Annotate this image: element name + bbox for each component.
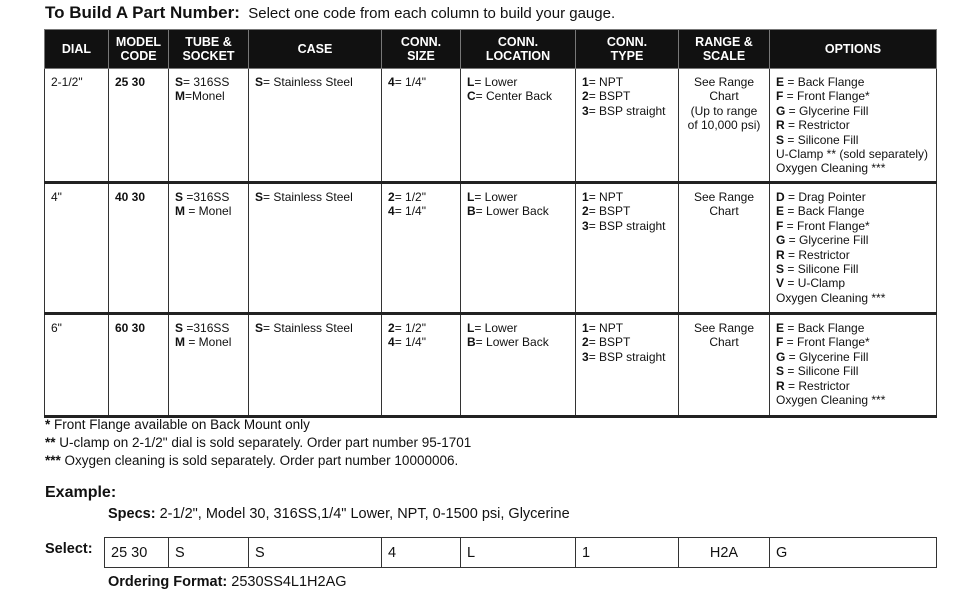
code-desc: = Lower Back — [475, 204, 549, 219]
table-row — [45, 183, 937, 314]
conn-location-cell — [461, 183, 576, 314]
code-desc: = NPT — [588, 321, 624, 335]
table-row — [45, 314, 937, 417]
code-desc: = Stainless Steel — [263, 321, 353, 335]
range-line: See Range — [693, 75, 755, 89]
code-line — [582, 321, 672, 335]
code-line — [255, 321, 375, 335]
option-key: R — [776, 378, 785, 393]
option-desc: = Front Flange* — [783, 218, 870, 233]
code-desc: = 1/4" — [394, 75, 426, 89]
code-key: 2 — [582, 89, 589, 104]
option-key: E — [776, 75, 785, 89]
option-desc: Oxygen Cleaning *** — [776, 161, 886, 176]
select-cell: 25 30 — [105, 538, 169, 568]
code-key: B — [467, 204, 476, 219]
code-line — [175, 89, 242, 103]
option-line — [776, 190, 930, 204]
column-header — [576, 30, 679, 69]
conn-size-cell — [382, 69, 461, 183]
conn-size-cell — [382, 183, 461, 314]
range-line: of 10,000 psi) — [687, 118, 761, 133]
code-line — [388, 321, 454, 335]
option-key: R — [776, 118, 785, 133]
option-line — [776, 393, 930, 407]
tube-socket-cell — [169, 69, 249, 183]
column-header-line: CODE — [120, 49, 157, 63]
option-desc: = Glycerine Fill — [785, 349, 869, 364]
code-key: 1 — [582, 321, 589, 335]
column-header — [249, 30, 382, 69]
code-line — [175, 335, 242, 349]
column-header-line: MODEL — [115, 35, 162, 49]
column-header — [109, 30, 169, 69]
code-key: M — [175, 204, 185, 219]
option-key: G — [776, 349, 786, 364]
code-desc: = Lower — [474, 321, 518, 335]
column-header-line: CONN. — [606, 35, 648, 49]
column-header — [169, 30, 249, 69]
option-line — [776, 364, 930, 378]
code-key: 2 — [582, 204, 589, 219]
option-key: V — [776, 276, 785, 291]
code-desc: = BSP straight — [588, 349, 666, 364]
range-line: Chart — [709, 89, 739, 104]
option-line — [776, 104, 930, 118]
range-line: Chart — [709, 335, 739, 350]
options-cell — [770, 183, 937, 314]
code-key: L — [467, 321, 475, 335]
option-key: G — [776, 233, 786, 248]
code-key: S — [175, 190, 184, 204]
code-key: M — [175, 335, 185, 350]
option-desc: = Back Flange — [784, 204, 865, 219]
model-code-cell: 25 30 — [109, 69, 169, 183]
option-key: F — [776, 335, 784, 350]
code-key: 4 — [388, 204, 395, 219]
select-cell: L — [461, 538, 576, 568]
range-scale-cell — [679, 314, 770, 417]
code-key: 3 — [582, 103, 589, 118]
column-header-line: CONN. — [497, 35, 539, 49]
conn-type-cell — [576, 183, 679, 314]
format-label: Ordering Format: — [108, 574, 228, 590]
option-key: F — [776, 89, 784, 104]
footnote-mark: * — [45, 417, 51, 432]
option-line — [776, 147, 930, 161]
code-key: 2 — [388, 321, 395, 335]
option-line — [776, 161, 930, 175]
conn-size-cell — [382, 314, 461, 417]
code-line — [467, 321, 569, 335]
footnote — [45, 434, 471, 452]
code-line — [467, 204, 569, 218]
column-header-line: OPTIONS — [824, 42, 882, 56]
code-key: S — [255, 75, 264, 89]
code-desc: = 1/4" — [394, 204, 426, 219]
option-line — [776, 204, 930, 218]
code-line — [175, 204, 242, 218]
code-line — [582, 190, 672, 204]
code-key: 1 — [582, 190, 589, 204]
column-header-line: SCALE — [702, 49, 746, 63]
range-line: Chart — [709, 204, 739, 219]
code-desc: = BSPT — [588, 204, 631, 219]
footnote-mark: ** — [45, 435, 56, 450]
code-key: 3 — [582, 349, 589, 364]
select-label: Select: — [45, 541, 93, 557]
footnote — [45, 416, 471, 434]
code-key: 3 — [582, 218, 589, 233]
tube-socket-cell — [169, 183, 249, 314]
column-header — [770, 30, 937, 69]
conn-type-cell — [576, 314, 679, 417]
footnote — [45, 452, 471, 470]
option-desc: = Back Flange — [784, 321, 865, 335]
example-specs — [108, 506, 570, 522]
options-cell — [770, 69, 937, 183]
table-row — [45, 69, 937, 183]
range-line: (Up to range — [690, 103, 758, 118]
option-line — [776, 276, 930, 290]
table-header-row — [45, 30, 937, 69]
column-header-line: RANGE & — [695, 35, 753, 49]
code-key: 4 — [388, 335, 395, 350]
code-line — [582, 89, 672, 103]
heading-instruction: Select one code from each column to build your gauge. — [248, 5, 616, 22]
code-line — [467, 335, 569, 349]
option-desc: = Silicone Fill — [784, 364, 859, 379]
code-line — [582, 104, 672, 118]
option-desc: = Silicone Fill — [784, 132, 859, 147]
column-header-line: CASE — [297, 42, 333, 56]
option-key: S — [776, 364, 785, 379]
option-desc: U-Clamp ** (sold separately) — [776, 147, 929, 162]
code-desc: = 316SS — [183, 75, 230, 89]
code-line — [388, 190, 454, 204]
code-line — [255, 75, 375, 89]
option-key: E — [776, 321, 785, 335]
case-cell — [249, 183, 382, 314]
footnotes — [45, 416, 471, 470]
option-desc: = Glycerine Fill — [785, 103, 869, 118]
select-cell: G — [770, 538, 937, 568]
format-value: 2530SS4L1H2AG — [227, 574, 347, 590]
footnote-text: Front Flange available on Back Mount only — [50, 417, 310, 432]
option-desc: Oxygen Cleaning *** — [776, 393, 886, 408]
code-key: 2 — [582, 335, 589, 350]
case-cell — [249, 69, 382, 183]
range-line: See Range — [693, 321, 755, 335]
code-desc: = Monel — [185, 335, 232, 350]
specs-label: Specs: — [108, 506, 156, 522]
tube-socket-cell — [169, 314, 249, 417]
column-header-line: SOCKET — [182, 49, 235, 63]
option-line — [776, 133, 930, 147]
option-desc: Oxygen Cleaning *** — [776, 290, 886, 305]
select-cell: 4 — [382, 538, 461, 568]
option-desc: = Silicone Fill — [784, 262, 859, 277]
option-desc: = Front Flange* — [783, 89, 870, 104]
code-key: L — [467, 75, 475, 89]
code-line — [175, 321, 242, 335]
option-desc: = Front Flange* — [783, 335, 870, 350]
code-desc: = Lower — [474, 75, 518, 89]
code-key: 2 — [388, 190, 395, 204]
column-header-line: CONN. — [400, 35, 442, 49]
footnote-mark: *** — [45, 453, 61, 468]
code-line — [388, 75, 454, 89]
option-line — [776, 233, 930, 247]
code-key: M — [175, 89, 185, 104]
code-desc: = Lower Back — [475, 335, 549, 350]
range-scale-cell — [679, 183, 770, 314]
code-desc: = BSPT — [588, 89, 631, 104]
option-desc: = Drag Pointer — [784, 190, 866, 204]
option-line — [776, 291, 930, 305]
select-cell: S — [249, 538, 382, 568]
conn-type-cell — [576, 69, 679, 183]
code-line — [388, 335, 454, 349]
code-key: C — [467, 89, 476, 104]
option-line — [776, 219, 930, 233]
code-desc: = Stainless Steel — [263, 190, 353, 204]
select-row — [105, 538, 937, 568]
code-desc: = Stainless Steel — [263, 75, 353, 89]
option-desc: = Restrictor — [784, 118, 850, 133]
code-line — [175, 75, 242, 89]
option-line — [776, 118, 930, 132]
code-line — [255, 190, 375, 204]
code-desc: = Monel — [185, 204, 232, 219]
code-desc: = BSP straight — [588, 103, 666, 118]
code-line — [467, 75, 569, 89]
code-key: S — [255, 190, 264, 204]
code-desc: = 1/4" — [394, 335, 426, 350]
option-desc: = U-Clamp — [784, 276, 846, 291]
specs-value: 2-1/2", Model 30, 316SS,1/4" Lower, NPT, 0-1500 psi, Glycerine — [155, 506, 570, 522]
code-key: 1 — [582, 75, 589, 89]
column-header-line: SIZE — [407, 49, 435, 63]
dial-cell: 2-1/2" — [45, 69, 109, 183]
footnote-text: Oxygen cleaning is sold separately. Order part number 10000006. — [60, 453, 459, 468]
option-line — [776, 75, 930, 89]
option-line — [776, 350, 930, 364]
code-line — [582, 219, 672, 233]
option-key: G — [776, 103, 786, 118]
code-line — [582, 350, 672, 364]
column-header — [461, 30, 576, 69]
code-line — [175, 190, 242, 204]
column-header — [45, 30, 109, 69]
code-desc: = Lower — [474, 190, 518, 204]
column-header-line: TYPE — [610, 49, 644, 63]
code-key: S — [255, 321, 264, 335]
option-line — [776, 248, 930, 262]
select-cell: S — [169, 538, 249, 568]
select-table — [104, 537, 937, 568]
code-desc: = BSP straight — [588, 218, 666, 233]
code-line — [582, 204, 672, 218]
option-desc: = Back Flange — [784, 75, 865, 89]
code-line — [388, 204, 454, 218]
conn-location-cell — [461, 314, 576, 417]
column-header — [382, 30, 461, 69]
option-key: S — [776, 132, 785, 147]
option-desc: = Restrictor — [784, 247, 850, 262]
example-title: Example: — [45, 484, 117, 501]
code-line — [467, 190, 569, 204]
column-header-line: DIAL — [61, 42, 92, 56]
dial-cell: 4" — [45, 183, 109, 314]
range-scale-cell — [679, 69, 770, 183]
code-key: S — [175, 321, 184, 335]
code-desc: =316SS — [183, 321, 230, 335]
part-number-table — [44, 29, 937, 418]
option-desc: = Restrictor — [784, 378, 850, 393]
option-desc: = Glycerine Fill — [785, 233, 869, 248]
option-key: D — [776, 190, 785, 204]
option-line — [776, 335, 930, 349]
option-key: R — [776, 247, 785, 262]
code-line — [582, 75, 672, 89]
code-desc: =Monel — [185, 89, 225, 104]
case-cell — [249, 314, 382, 417]
column-header — [679, 30, 770, 69]
code-key: B — [467, 335, 476, 350]
code-key: 4 — [388, 75, 395, 89]
code-desc: = Center Back — [475, 89, 553, 104]
option-key: F — [776, 218, 784, 233]
option-line — [776, 379, 930, 393]
column-header-line: LOCATION — [485, 49, 551, 63]
option-key: S — [776, 262, 785, 277]
model-code-cell: 60 30 — [109, 314, 169, 417]
option-line — [776, 89, 930, 103]
conn-location-cell — [461, 69, 576, 183]
heading-title: To Build A Part Number: — [45, 3, 240, 22]
column-header-line: TUBE & — [185, 35, 232, 49]
ordering-format — [108, 574, 347, 590]
code-key: L — [467, 190, 475, 204]
model-code-cell: 40 30 — [109, 183, 169, 314]
option-line — [776, 262, 930, 276]
code-desc: = BSPT — [588, 335, 631, 350]
code-desc: = 1/2" — [394, 190, 426, 204]
option-key: E — [776, 204, 785, 219]
dial-cell: 6" — [45, 314, 109, 417]
select-cell: 1 — [576, 538, 679, 568]
options-cell — [770, 314, 937, 417]
code-desc: =316SS — [183, 190, 230, 204]
option-line — [776, 321, 930, 335]
code-desc: = NPT — [588, 190, 624, 204]
code-line — [582, 335, 672, 349]
code-key: S — [175, 75, 184, 89]
code-desc: = 1/2" — [394, 321, 426, 335]
footnote-text: U-clamp on 2-1/2" dial is sold separately. Order part number 95-1701 — [55, 435, 472, 450]
page-heading — [45, 3, 615, 23]
code-desc: = NPT — [588, 75, 624, 89]
select-cell: H2A — [679, 538, 770, 568]
range-line: See Range — [693, 190, 755, 204]
code-line — [467, 89, 569, 103]
